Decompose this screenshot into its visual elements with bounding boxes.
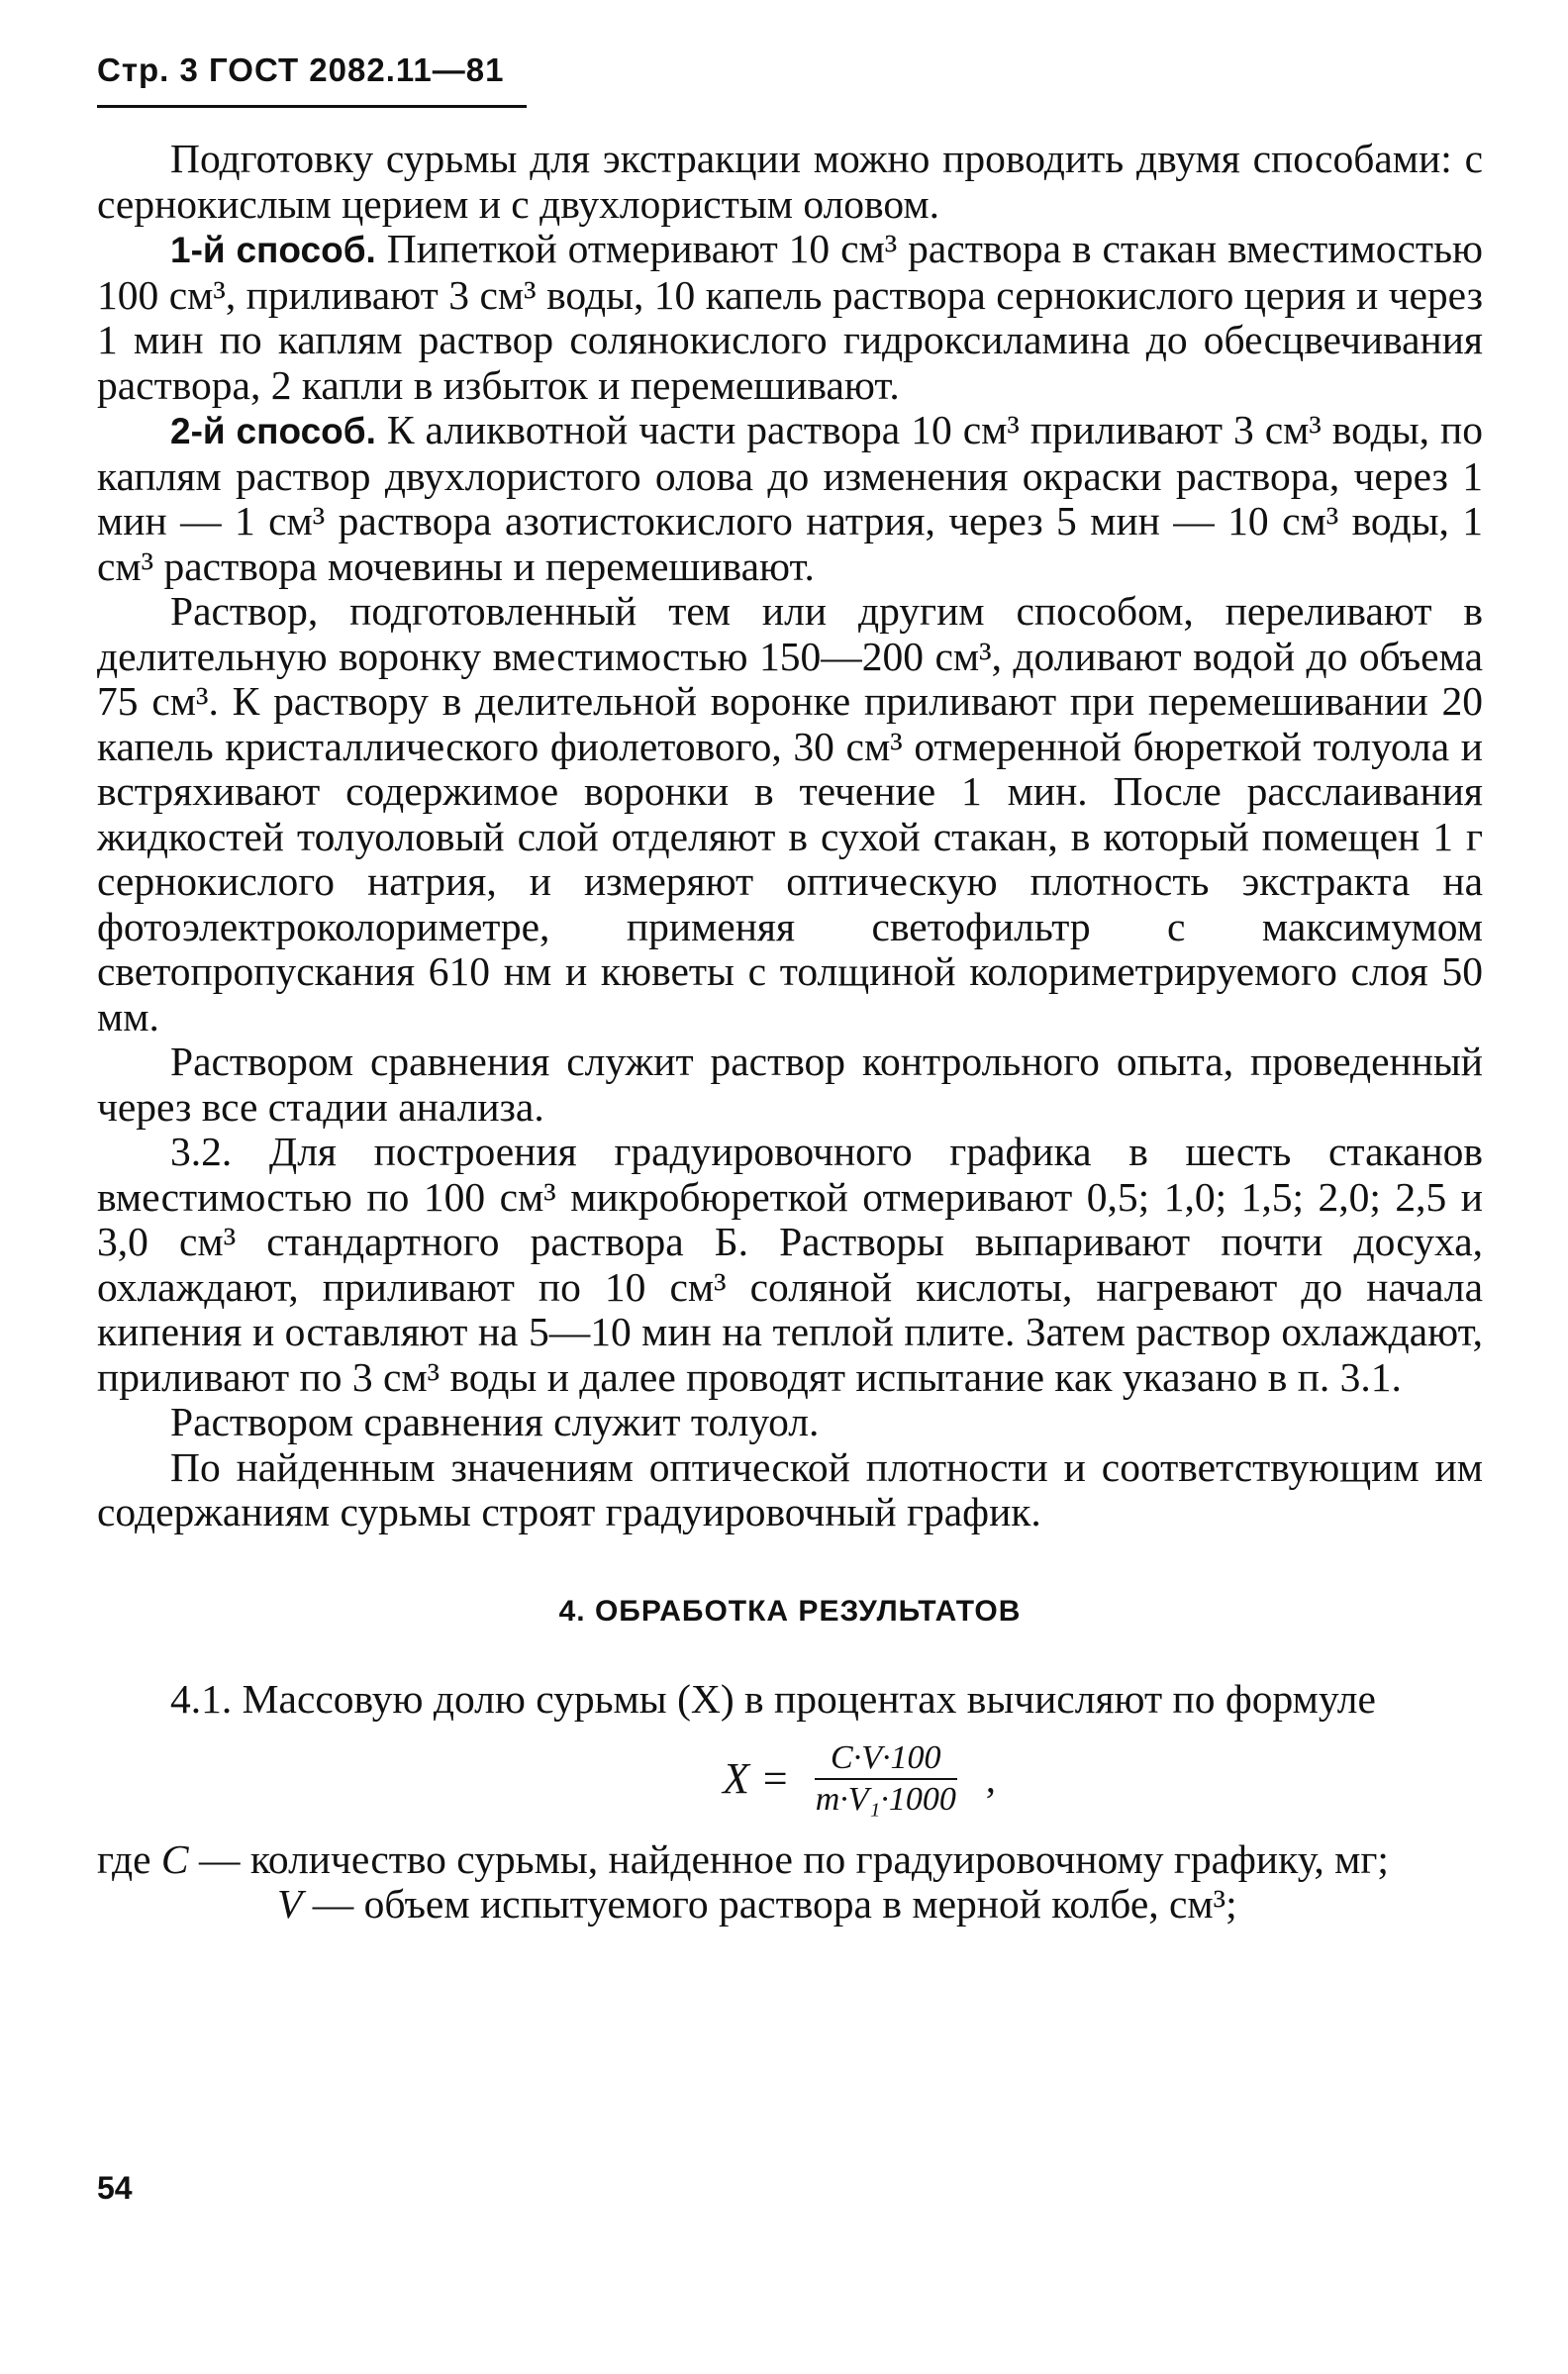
formula-lhs: X = — [723, 1753, 790, 1803]
definitions — [97, 1837, 1483, 1928]
formula-fraction — [800, 1738, 972, 1820]
paragraph-extraction: Раствор, подготовленный тем или другим способом, переливают в делительную воронку вместимостью 150—200 см³, доливают водой до объема 75 см³. К раствору в делительной воронке приливают при перемешивании 20 капель кристаллического фиолетового, 30 см³ отмеренной бюреткой толуола и встряхивают содержимое воронки в течение 1 мин. После расслаивания жидкостей толуоловый слой отделяют в сухой стакан, в который помещен 1 г сернокислого натрия, и измеряют оптическую плотность экстракта на фотоэлектроколориметре, применяя светофильтр с максимумом светопропускания 610 нм и кюветы с толщиной колориметрируемого слоя 50 мм. — [97, 588, 1483, 1039]
method-2-text: К аликвотной части раствора 10 см³ приливают 3 см³ воды, по каплям раствор двухлористого олова до изменения окраски раствора, через 1 мин — 1 см³ раствора азотистокислого натрия, через 5 мин — 10 см³ воды, 1 см³ раствора мочевины и перемешивают. — [97, 407, 1483, 589]
method-1-label: 1-й способ. — [170, 230, 376, 270]
definition-c-text: — количество сурьмы, найденное по градуировочному графику, мг; — [188, 1835, 1389, 1882]
formula-denominator: m·V₁·1000 — [815, 1780, 956, 1818]
definition-v-text: — объем испытуемого раствора в мерной колбе, см³; — [302, 1881, 1237, 1927]
definition-v-symbol: V — [277, 1881, 303, 1927]
paragraph-intro: Подготовку сурьмы для экстракции можно проводить двумя способами: с сернокислым церием и с двухлористым оловом. — [97, 136, 1483, 227]
definition-c-symbol: C — [160, 1835, 189, 1882]
header-rule — [97, 105, 527, 108]
paragraph-calibration: 3.2. Для построения градуировочного графика в шесть стаканов вместимостью по 100 см³ микробюреткой отмеривают 0,5; 1,0; 1,5; 2,0; 2,5 и 3,0 см³ стандартного раствора Б. Растворы выпаривают почти досуха, охлаждают, приливают по 10 см³ соляной кислоты, нагревают до начала кипения и оставляют на 5—10 мин на теплой плите. Затем раствор охлаждают, приливают по 3 см³ воды и далее проводят испытание как указано в п. 3.1. — [97, 1129, 1483, 1400]
paragraph-reference-toluene: Раствором сравнения служит толуол. — [170, 1399, 820, 1444]
paragraph-formula-intro: 4.1. Массовую долю сурьмы (X) в процентах вычисляют по формуле — [170, 1676, 1376, 1722]
formula — [236, 1738, 1483, 1820]
formula-comma: , — [985, 1755, 996, 1801]
where-word: где — [97, 1835, 151, 1882]
method-1-text: Пипеткой отмеривают 10 см³ раствора в стакан вместимостью 100 см³, приливают 3 см³ воды, 10 капель раствора сернокислого церия и через 1 мин по каплям раствор солянокислого гидроксиламина до обесцвечивания раствора, 2 капли в избыток и перемешивают. — [97, 226, 1483, 408]
definition-c — [97, 1837, 1483, 1883]
formula-numerator: C·V·100 — [815, 1738, 956, 1780]
section-heading: 4. ОБРАБОТКА РЕЗУЛЬТАТОВ — [558, 1594, 1022, 1628]
page-number: 54 — [97, 2170, 133, 2206]
page-header: Стр. 3 ГОСТ 2082.11—81 — [97, 51, 505, 88]
paragraph-method-1 — [97, 227, 1483, 408]
paragraph-calibration-graph: По найденным значениям оптической плотности и соответствующим им содержаниям сурьмы строят градуировочный график. — [97, 1443, 1483, 1534]
method-2-label: 2-й способ. — [170, 411, 376, 451]
paragraph-method-2 — [97, 408, 1483, 589]
paragraph-reference-solution: Раствором сравнения служит раствор контрольного опыта, проведенный через все стадии анализа. — [97, 1039, 1483, 1130]
document-body — [97, 137, 1483, 1928]
definition-v — [97, 1882, 1483, 1928]
